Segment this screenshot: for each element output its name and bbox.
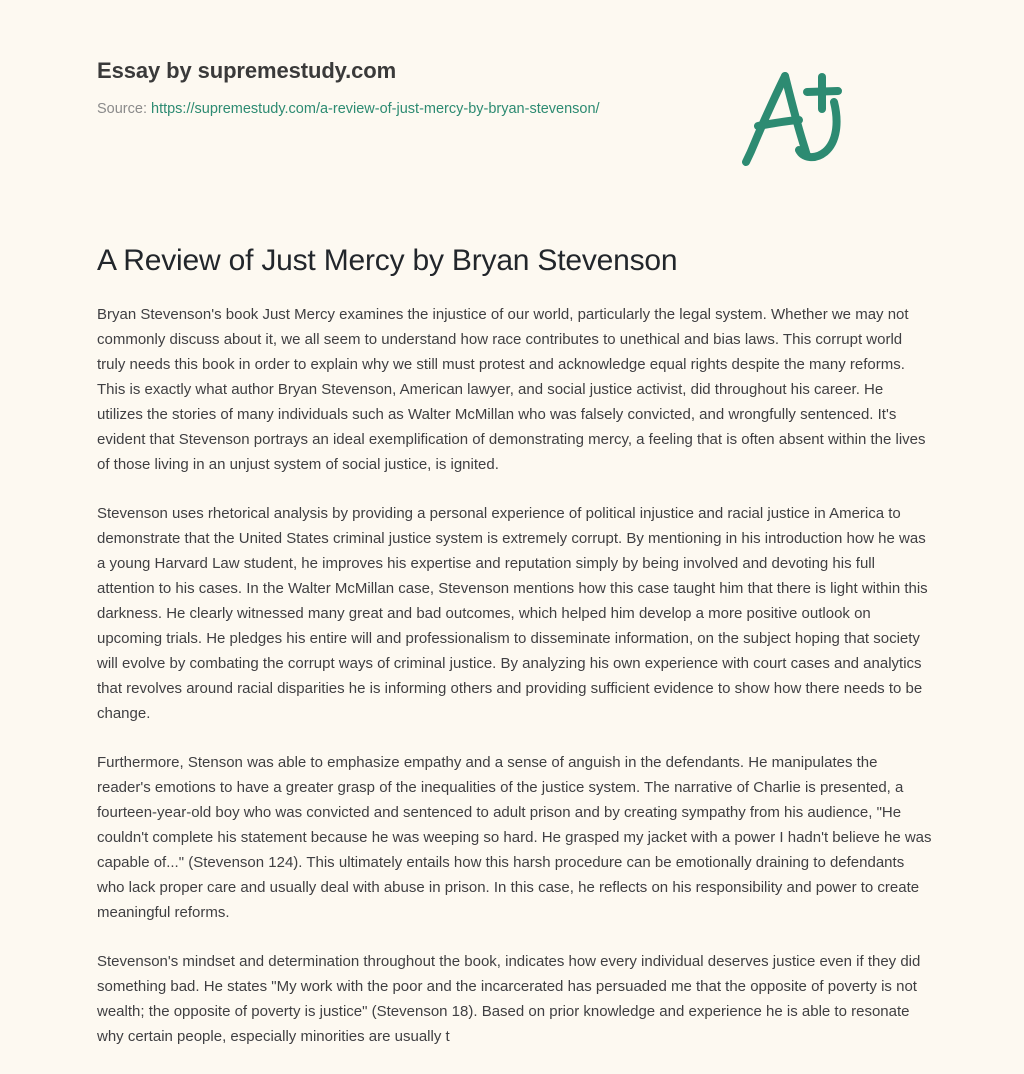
article-paragraph: Stevenson uses rhetorical analysis by providing a personal experience of political injustice and racial justice in America to demonstrate that the United States criminal justice system is extremely corrupt. By mentioning in his introduction how he was a young Harvard Law student, he improves his expertise and reputation simply by being involved and devoting his full attention to his cases. In the Walter McMillan case, Stevenson mentions how this case taught him that there is light within this darkness. He clearly witnessed many great and bad outcomes, which helped him develop a more positive outlook on upcoming trials. He pledges his entire will and professionalism to disseminate information, on the subject hoping that society will evolve by combating the corrupt ways of criminal justice. By analyzing his own experience with court cases and analytics that revolves around racial disparities he is informing others and providing sufficient evidence to show how there needs to be change. — [97, 504, 928, 722]
article-paragraph: Bryan Stevenson's book Just Mercy examines the injustice of our world, particularly the legal system. Whether we may not commonly discuss about it, we all seem to understand how race contributes to unethical and bias laws. This corrupt world truly needs this book in order to explain why we still must protest and acknowledge equal rights despite the many reforms. This is exactly what author Bryan Stevenson, American lawyer, and social justice activist, did throughout his career. He utilizes the stories of many individuals such as Walter McMillan who was falsely convicted, and wrongfully sentenced. It's evident that Stevenson portrays an ideal exemplification of demonstrating mercy, a feeling that is often absent within the lives of those living in an unjust system of social justice, is ignited. — [97, 305, 926, 473]
source-url-link[interactable]: https://supremestudy.com/a-review-of-just-mercy-by-bryan-stevenson/ — [151, 101, 600, 118]
source-label: Source: — [97, 101, 151, 118]
aplus-logo-icon — [733, 62, 853, 174]
page-title: A Review of Just Mercy by Bryan Stevenson — [97, 244, 678, 277]
article-paragraph: Furthermore, Stenson was able to emphasize empathy and a sense of anguish in the defendants. He manipulates the reader's emotions to have a greater grasp of the inequalities of the justice system. The narrative of Charlie is presented, a fourteen-year-old boy who was convicted and sentenced to adult prison and by creating sympathy from his audience, "He couldn't complete his statement because he was weeping so hard. He grasped my jacket with a power I hadn't believe he was capable of..." (Stevenson 124). This ultimately entails how this harsh procedure can be emotionally draining to defendants who lack proper care and usually deal with abuse in prison. In this case, he reflects on his responsibility and power to create meaningful reforms. — [97, 753, 932, 921]
essay-byline: Essay by supremestudy.com — [97, 58, 397, 83]
article-body — [97, 280, 933, 1049]
article-paragraph: Stevenson's mindset and determination throughout the book, indicates how every individual deserves justice even if they did something bad. He states "My work with the poor and the incarcerated has persuaded me that the opposite of poverty is not wealth; the opposite of poverty is justice" (Stevenson 18). Based on prior knowledge and experience he is able to resonate why certain people, especially minorities are usually t — [97, 952, 921, 1045]
page-header — [97, 0, 927, 138]
